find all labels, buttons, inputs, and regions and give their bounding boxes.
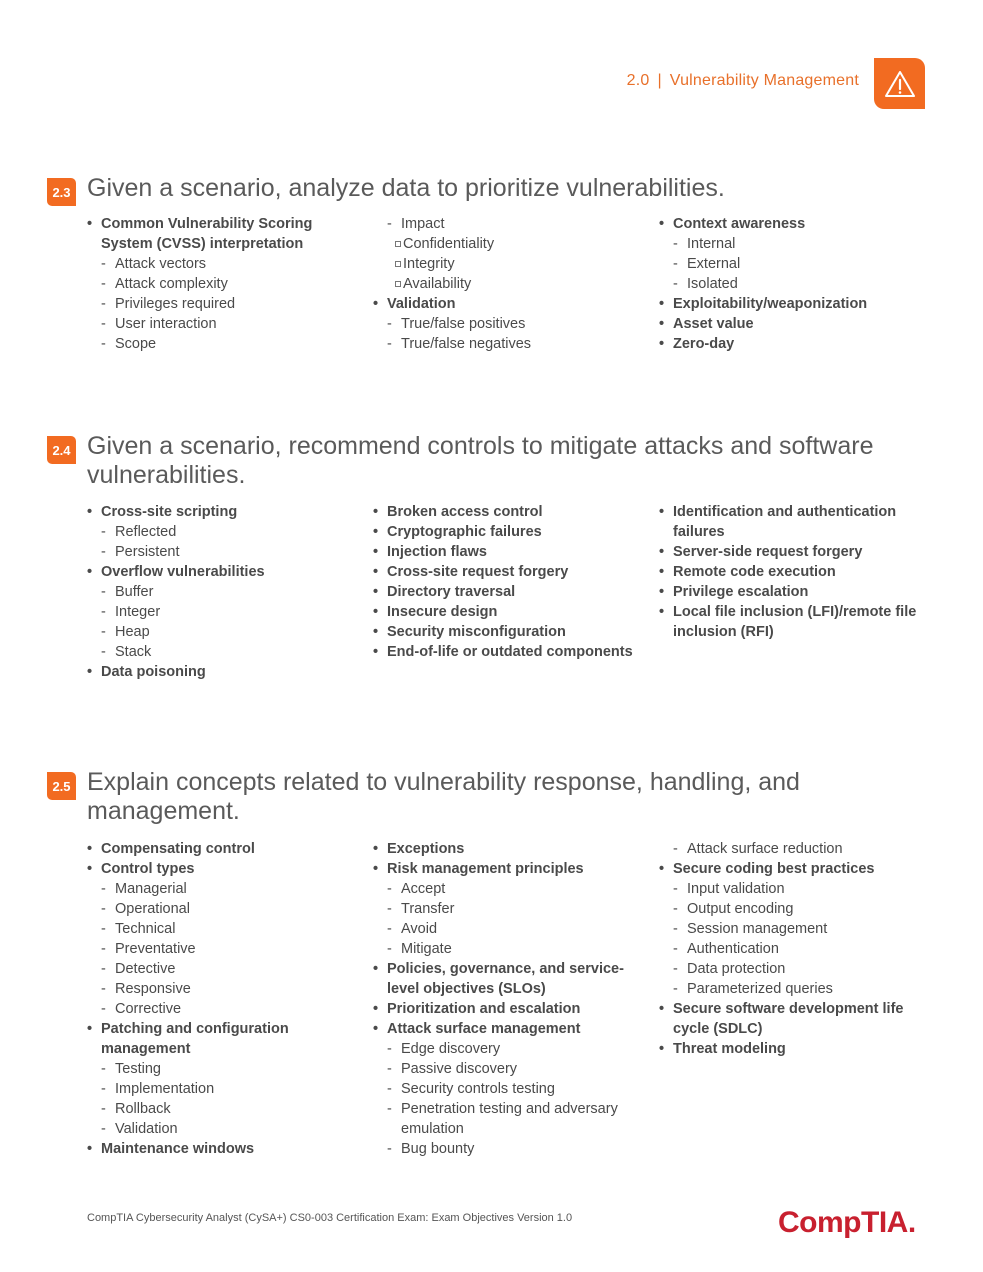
column-3 [659,502,919,642]
objective-topic: • Insecure design [373,602,633,622]
objective-topic: • Risk management principles [373,859,633,879]
objective-subtopic: - Integer [87,602,347,622]
objective-topic: • Injection flaws [373,542,633,562]
objective-subtopic: - Input validation [659,879,919,899]
objective-topic: • Maintenance windows [87,1139,347,1159]
objective-subtopic: - Validation [87,1119,347,1139]
objective-topic: • Directory traversal [373,582,633,602]
objective-subtopic: - Parameterized queries [659,979,919,999]
page-footer: CompTIA Cybersecurity Analyst (CySA+) CS0-003 Certification Exam: Exam Objectives Version 1.0 [87,1212,573,1224]
objective-topic: • End-of-life or outdated components [373,642,633,662]
objective-number-badge: 2.5 [47,772,76,800]
objective-subtopic: - True/false negatives [373,334,633,354]
objective-section-2-3 [47,174,927,364]
column-1 [87,214,347,354]
objective-subtopic: - Mitigate [373,939,633,959]
objective-subtopic: - Rollback [87,1099,347,1119]
objective-subtopic: - Managerial [87,879,347,899]
objective-subtopic: - Session management [659,919,919,939]
objective-topic: • Attack surface management [373,1019,633,1039]
objective-subtopic: - Avoid [373,919,633,939]
objective-subtopic: - Passive discovery [373,1059,633,1079]
objective-topic: • Remote code execution [659,562,919,582]
header-section-number: 2.0 [626,72,650,89]
objective-topic: • Prioritization and escalation [373,999,633,1019]
objective-number-badge: 2.4 [47,436,76,464]
objective-topic: • Control types [87,859,347,879]
objective-subtopic: - Bug bounty [373,1139,633,1159]
column-2 [373,502,633,662]
objective-subtopic: - Detective [87,959,347,979]
objective-topic: • Data poisoning [87,662,347,682]
objective-subtopic: - Isolated [659,274,919,294]
objective-section-2-4 [47,432,927,692]
objective-title: Given a scenario, analyze data to prioritize vulnerabilities. [87,174,725,202]
objective-subtopic: - Data protection [659,959,919,979]
objective-sub-subtopic: Availability [373,274,633,294]
objective-sub-subtopic: Integrity [373,254,633,274]
column-1 [87,839,347,1159]
column-1 [87,502,347,682]
objective-section-2-5 [47,768,927,1168]
objective-subtopic: - True/false positives [373,314,633,334]
column-2 [373,839,633,1159]
objective-topic: • Compensating control [87,839,347,859]
objective-subtopic: - Edge discovery [373,1039,633,1059]
objective-subtopic: - Stack [87,642,347,662]
objective-title: Given a scenario, recommend controls to mitigate attacks and software vulnerabilities. [87,432,874,489]
objective-subtopic: - Output encoding [659,899,919,919]
objective-subtopic: - Internal [659,234,919,254]
column-2 [373,214,633,354]
objective-subtopic: - Accept [373,879,633,899]
objective-subtopic: - Implementation [87,1079,347,1099]
objective-topic: • Policies, governance, and service-level objectives (SLOs) [373,959,633,999]
objective-subtopic: - Attack vectors [87,254,347,274]
header-section-title: Vulnerability Management [669,72,859,89]
objective-subtopic: - Corrective [87,999,347,1019]
objective-topic: • Secure coding best practices [659,859,919,879]
objective-subtopic: - Scope [87,334,347,354]
objective-topic: • Zero-day [659,334,919,354]
objective-subtopic: - Security controls testing [373,1079,633,1099]
objective-subtopic: - Reflected [87,522,347,542]
objective-topic: • Context awareness [659,214,919,234]
objective-subtopic: - Buffer [87,582,347,602]
objective-subtopic: - External [659,254,919,274]
objective-topic: • Exploitability/weaponization [659,294,919,314]
header-separator: | [657,72,662,89]
objective-topic: • Broken access control [373,502,633,522]
objective-topic: • Cryptographic failures [373,522,633,542]
objective-subtopic: - Transfer [373,899,633,919]
objective-subtopic: - Authentication [659,939,919,959]
objective-subtopic: - Testing [87,1059,347,1079]
objective-subtopic: - Attack surface reduction [659,839,919,859]
objective-topic: • Cross-site scripting [87,502,347,522]
objective-subtopic: - Penetration testing and adversary emulation [373,1099,633,1139]
objective-topic: • Local file inclusion (LFI)/remote file inclusion (RFI) [659,602,919,642]
objective-topic: • Cross-site request forgery [373,562,633,582]
objective-topic: • Validation [373,294,633,314]
comptia-logo: CompTIA. [778,1206,916,1239]
objective-title: Explain concepts related to vulnerability response, handling, and management. [87,768,800,825]
objective-topic: • Privilege escalation [659,582,919,602]
column-3 [659,214,919,354]
objective-topic: • Identification and authentication failures [659,502,919,542]
objective-subtopic: - Privileges required [87,294,347,314]
column-3 [659,839,919,1059]
objective-topic: • Overflow vulnerabilities [87,562,347,582]
objective-topic: • Server-side request forgery [659,542,919,562]
page-header [627,72,859,90]
objective-subtopic: - Operational [87,899,347,919]
objective-subtopic: - Impact [373,214,633,234]
objective-subtopic: - Technical [87,919,347,939]
objective-topic: • Patching and configuration management [87,1019,347,1059]
objective-topic: • Security misconfiguration [373,622,633,642]
objective-subtopic: - Responsive [87,979,347,999]
objective-subtopic: - Persistent [87,542,347,562]
objective-topic: • Common Vulnerability Scoring System (CVSS) interpretation [87,214,347,254]
objective-subtopic: - Preventative [87,939,347,959]
objective-topic: • Threat modeling [659,1039,919,1059]
objective-number-badge: 2.3 [47,178,76,206]
objective-subtopic: - Heap [87,622,347,642]
objective-subtopic: - Attack complexity [87,274,347,294]
objective-sub-subtopic: Confidentiality [373,234,633,254]
objective-topic: • Exceptions [373,839,633,859]
objective-subtopic: - User interaction [87,314,347,334]
warning-triangle-icon [883,69,917,99]
objective-topic: • Secure software development life cycle (SDLC) [659,999,919,1039]
objective-topic: • Asset value [659,314,919,334]
warning-badge [874,58,925,109]
